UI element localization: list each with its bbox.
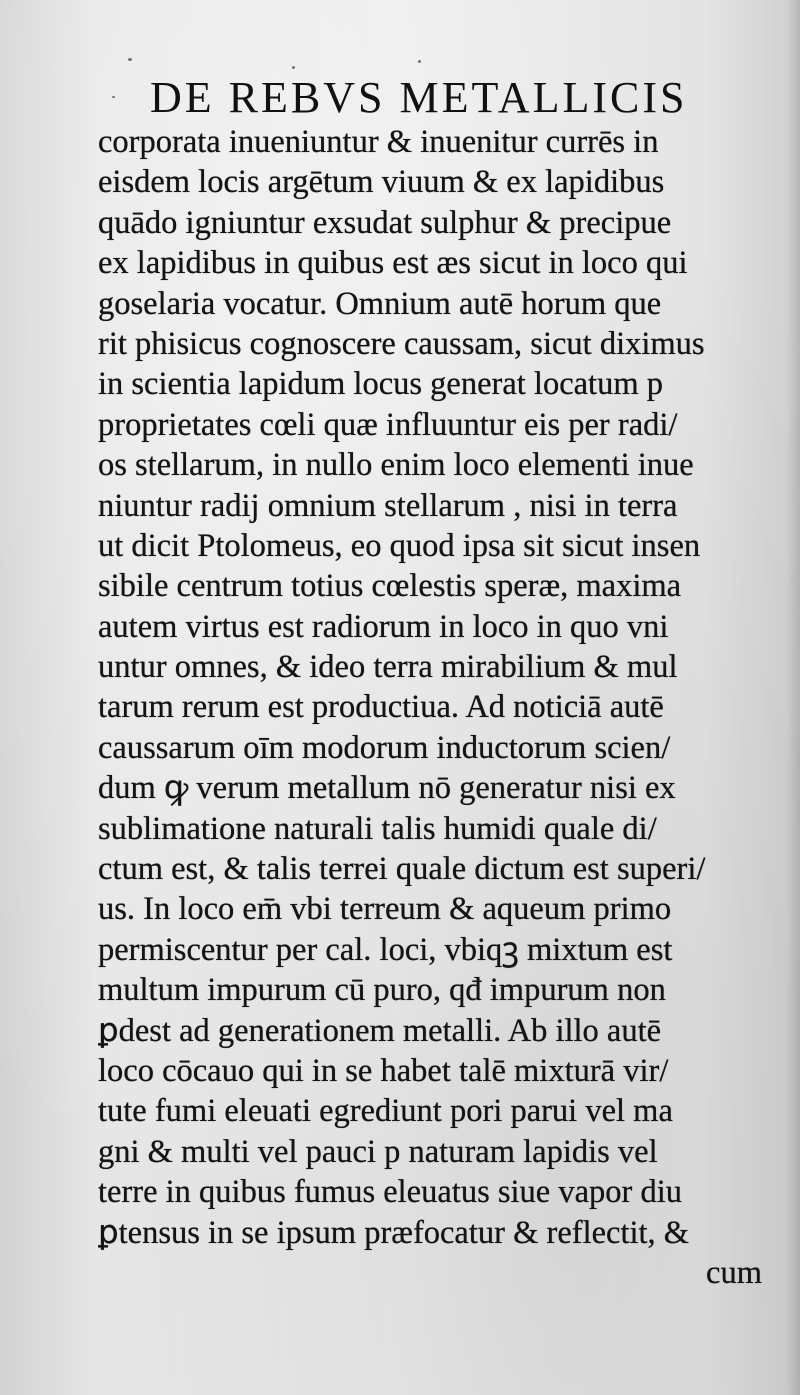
page-edge-shadow — [786, 0, 800, 1395]
text-line: os stellarum, in nullo enim loco elementi inue — [98, 447, 694, 484]
text-line: goselaria vocatur. Omnium autē horum que — [98, 285, 662, 322]
text-line: loco cōcauo qui in se habet talē mixturā vir/ — [98, 1052, 669, 1089]
text-line: dum ꝙ verum metallum nō generatur nisi ex — [98, 770, 676, 807]
text-line: in scientia lapidum locus generat locatum p — [98, 366, 663, 403]
text-line: ctum est, & talis terrei quale dictum est superi/ — [98, 851, 706, 888]
text-line: ꝑtensus in se ipsum præfocatur & reflectit, & — [98, 1214, 690, 1251]
text-line: eisdem locis argētum viuum & ex lapidibus — [98, 164, 665, 201]
body-text — [98, 122, 778, 1293]
text-line: quādo igniuntur exsudat sulphur & precipue — [98, 204, 672, 241]
ink-speck — [418, 60, 421, 63]
ink-speck — [292, 66, 295, 69]
text-line: gni & multi vel pauci p naturam lapidis vel — [98, 1133, 658, 1170]
ink-speck — [112, 96, 115, 98]
text-line: multum impurum cū puro, qđ impurum non — [98, 972, 666, 1009]
text-line: corporata inueniuntur & inuenitur currēs in — [98, 124, 659, 160]
text-line: us. In loco em̄ vbi terreum & aqueum primo — [98, 891, 672, 928]
text-line: sublimatione naturali talis humidi quale di/ — [98, 810, 657, 847]
running-heading: DE REBVS METALLICIS — [150, 73, 688, 122]
text-line: ꝑdest ad generationem metalli. Ab illo autē — [98, 1012, 662, 1049]
text-line: ut dicit Ptolomeus, eo quod ipsa sit sicut insen — [98, 527, 701, 564]
text-line: ex lapidibus in quibus est æs sicut in loco qui — [98, 245, 688, 282]
text-line: tute fumi eleuati egrediunt pori parui vel ma — [98, 1093, 673, 1130]
text-line: terre in quibus fumus eleuatus siue vapor diu — [98, 1174, 682, 1211]
text-line: rit phisicus cognoscere caussam, sicut diximus — [98, 325, 705, 362]
text-line: permiscentur per cal. loci, vbiqꝫ mixtum est — [98, 931, 673, 968]
ink-speck — [128, 58, 132, 61]
catchword: cum — [706, 1254, 762, 1291]
text-line: niuntur radij omnium stellarum , nisi in terra — [98, 487, 678, 524]
text-line: tarum rerum est productiua. Ad noticiā autē — [98, 689, 664, 726]
text-line: autem virtus est radiorum in loco in quo vni — [98, 608, 669, 645]
text-line: untur omnes, & ideo terra mirabilium & mul — [98, 649, 678, 686]
text-line: proprietates cœli quæ influuntur eis per radi/ — [98, 406, 678, 443]
text-line: caussarum oīm modorum inductorum scien/ — [98, 729, 671, 766]
text-line: sibile centrum totius cœlestis speræ, maxima — [98, 568, 682, 605]
